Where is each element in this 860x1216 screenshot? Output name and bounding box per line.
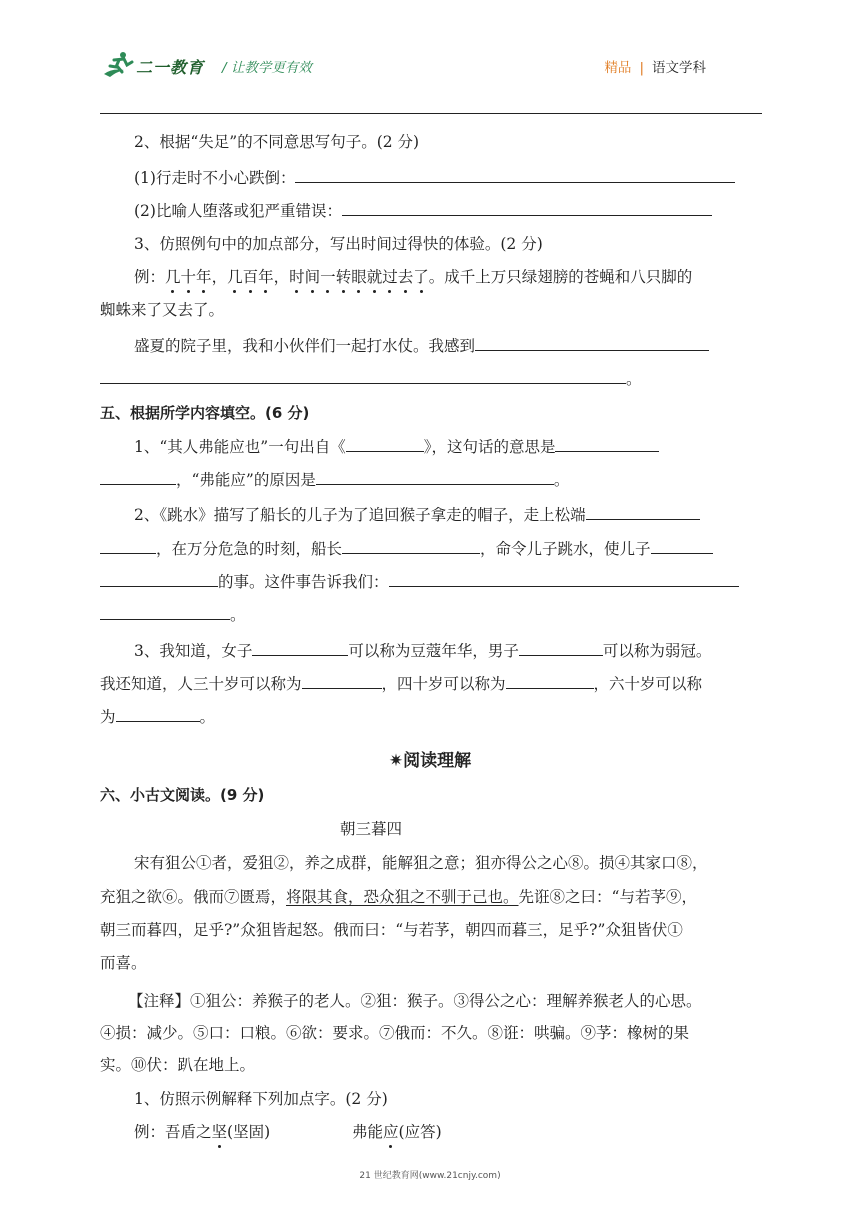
answer-blank[interactable] <box>342 538 480 554</box>
story-line2 <box>100 886 697 908</box>
answer-blank[interactable] <box>506 673 594 689</box>
q4-item2: 2、根据“失足”的不同意思写句子。(2 分) <box>134 133 420 151</box>
dotted-char: ， <box>211 268 228 286</box>
note-line1: 【注释】①狙公：养猴子的老人。②狙：猴子。③得公之心：理解养猴老人的心思。 <box>128 992 702 1010</box>
q4-item2-a-label: (1)行走时不小心跌倒： <box>134 169 296 187</box>
premium-label: 精品 <box>604 60 632 76</box>
q5-i2-text-d: 的事。这件事告诉我们： <box>218 573 389 591</box>
answer-blank[interactable] <box>100 368 626 384</box>
answer-blank[interactable] <box>342 200 712 216</box>
dotted-char: 一 <box>320 268 336 286</box>
dotted-char: 眼 <box>351 268 367 286</box>
answer-blank[interactable] <box>100 538 156 554</box>
answer-blank[interactable] <box>519 640 603 656</box>
answer-blank[interactable] <box>116 706 200 722</box>
runner-logo-icon <box>102 50 134 80</box>
dotted-char: 十 <box>180 268 197 286</box>
answer-blank[interactable] <box>586 504 700 520</box>
story-line1: 宋有狙公①者，爱狙②，养之成群，能解狙之意；狙亦得公之心⑧。损④其家口⑧， <box>134 854 708 872</box>
dotted-char: 应 <box>383 1123 399 1141</box>
page-header <box>100 48 762 84</box>
q5-i1-text-a: 1、“其人弗能应也”一句出自《 <box>134 438 346 456</box>
q5-item1-line2 <box>100 469 569 491</box>
answer-blank[interactable] <box>316 469 554 485</box>
dotted-char: 几 <box>165 268 181 286</box>
q5-item1 <box>134 436 659 458</box>
dotted-char: 百 <box>242 268 259 286</box>
q5-item2-line4 <box>100 604 246 626</box>
end-mark: 。 <box>626 370 642 388</box>
q5-i2-text-c: ，命令儿子跳水，使儿子 <box>480 540 651 558</box>
dotted-char: ， <box>273 268 290 286</box>
example-prefix: 例： <box>134 268 166 286</box>
story-line4: 而喜。 <box>100 954 147 972</box>
prompt-text: 盛夏的院子里，我和小伙伴们一起打水仗。我感到 <box>134 337 476 355</box>
story-line3: 朝三而暮四，足乎?”众狙皆起怒。俄而曰：“与若芧，朝四而暮三，足乎?”众狙皆伏① <box>100 921 683 939</box>
q4-prompt <box>134 335 709 357</box>
q6-title: 六、小古文阅读。(9 分) <box>100 786 265 804</box>
q5-i2-text-b: ，在万分危急的时刻，船长 <box>156 540 343 558</box>
q6-item1-example-b <box>352 1121 442 1143</box>
example-rest: 。成千上万只绿翅膀的苍蝇和八只脚的 <box>428 268 693 286</box>
dotted-phrase <box>165 268 429 286</box>
q4-example-line2: 蜘蛛来了又去了。 <box>100 301 225 319</box>
q5-i3-text-b: 可以称为豆蔻年华，男子 <box>348 642 519 660</box>
q4-item3: 3、仿照例句中的加点部分，写出时间过得快的体验。(2 分) <box>134 235 543 253</box>
q5-i3-text-g: 为 <box>100 708 116 726</box>
q5-item3 <box>134 640 711 662</box>
story-text: 先诳⑧之曰：“与若芧⑨， <box>518 888 697 906</box>
underlined-sentence: 将限其食，恐众狙之不驯于己也。 <box>286 888 519 906</box>
reading-section-title: ✷阅读理解 <box>388 751 472 771</box>
q5-i3-text-f: ，六十岁可以称 <box>593 675 703 693</box>
header-rule <box>100 113 762 114</box>
answer-blank[interactable] <box>475 335 709 351</box>
q5-title: 五、根据所学内容填空。(6 分) <box>100 404 310 422</box>
dotted-char: 年 <box>196 268 212 286</box>
subject-label: 语文学科 <box>652 60 706 76</box>
note-line2: ④损：减少。⑤口：口粮。⑥欲：要求。⑦俄而：不久。⑧诳：哄骗。⑨芧：橡树的果 <box>100 1024 690 1042</box>
dotted-char: 过 <box>382 268 398 286</box>
dotted-char: 了 <box>413 268 429 286</box>
logo <box>102 48 222 82</box>
answer-blank[interactable] <box>389 571 739 587</box>
q5-i3-text-e: ，四十岁可以称为 <box>381 675 506 693</box>
answer-blank[interactable] <box>302 673 382 689</box>
answer-blank[interactable] <box>100 469 176 485</box>
q5-i3-text-a: 3、我知道，女子 <box>134 642 253 660</box>
header-right <box>604 56 706 76</box>
example-text: 弗能 <box>352 1123 384 1141</box>
q5-item2-line3 <box>100 571 739 593</box>
dotted-char: 去 <box>397 268 414 286</box>
q5-i1-text-d: 。 <box>553 471 570 489</box>
note-line3: 实。⑩伏：趴在地上。 <box>100 1056 256 1074</box>
dotted-char: 几 <box>227 268 243 286</box>
answer-blank[interactable] <box>252 640 348 656</box>
answer-blank[interactable] <box>100 604 230 620</box>
q6-item1-example <box>134 1121 270 1143</box>
q5-item2 <box>134 504 700 526</box>
q5-item3-line2 <box>100 673 702 695</box>
answer-blank[interactable] <box>100 571 218 587</box>
q4-prompt-line2 <box>100 368 642 390</box>
example-text: 例：吾盾之 <box>134 1123 212 1141</box>
dotted-char: 间 <box>304 268 321 286</box>
q5-item3-line3 <box>100 706 215 728</box>
footer: 21 世纪教育网(www.21cnjy.com) <box>359 1171 501 1181</box>
q5-i3-text-d: 我还知道，人三十岁可以称为 <box>100 675 302 693</box>
slogan: / 让教学更有效 <box>222 60 312 76</box>
dotted-char: 年 <box>258 268 274 286</box>
header-divider: | <box>639 60 644 76</box>
answer-blank[interactable] <box>555 436 659 452</box>
dotted-char: 转 <box>335 268 352 286</box>
q4-item2-b <box>134 200 712 222</box>
q5-i3-text-h: 。 <box>199 708 216 726</box>
answer-blank[interactable] <box>651 538 713 554</box>
example-gloss: (应答) <box>398 1123 442 1141</box>
q5-i1-text-c: ，“弗能应”的原因是 <box>176 471 316 489</box>
answer-blank[interactable] <box>346 436 424 452</box>
q5-i3-text-c: 可以称为弱冠。 <box>602 642 712 660</box>
q5-i1-text-b: 》，这句话的意思是 <box>423 438 556 456</box>
story-text: 充狙之欲⑥。俄而⑦匮焉， <box>100 888 287 906</box>
logo-text: 二一教育 <box>136 58 205 77</box>
q6-item1: 1、仿照示例解释下列加点字。(2 分) <box>134 1090 388 1108</box>
q5-i2-text-e: 。 <box>230 606 246 624</box>
q5-i2-text-a: 2、《跳水》描写了船长的儿子为了追回猴子拿走的帽子，走上松端 <box>134 506 586 524</box>
story-title: 朝三暮四 <box>340 820 403 838</box>
q4-item2-a <box>134 167 735 189</box>
q5-item2-line2 <box>100 538 713 560</box>
answer-blank[interactable] <box>295 167 735 183</box>
dotted-char: 时 <box>289 268 305 286</box>
q4-example <box>134 266 692 288</box>
example-gloss: (坚固) <box>227 1123 271 1141</box>
dotted-char: 坚 <box>211 1123 228 1141</box>
dotted-char: 就 <box>366 268 383 286</box>
q4-item2-b-label: (2)比喻人堕落或犯严重错误： <box>134 202 342 220</box>
